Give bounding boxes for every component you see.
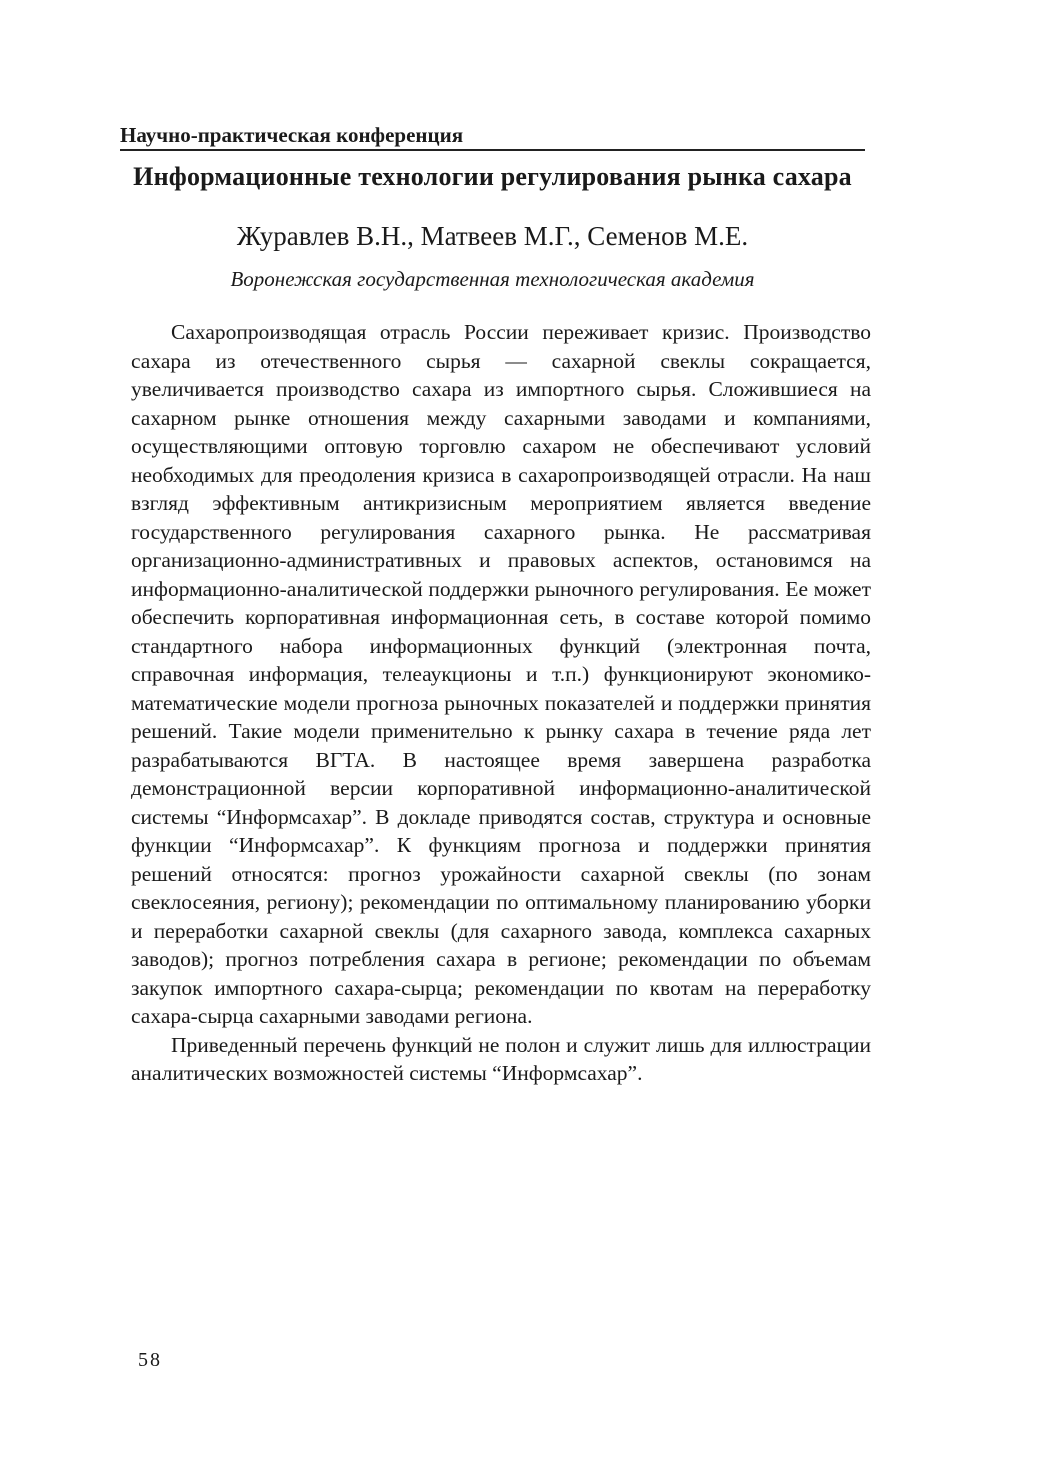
running-header: Научно-практическая конференция	[120, 122, 865, 151]
page-number: 58	[138, 1349, 162, 1371]
article-authors: Журавлев В.Н., Матвеев М.Г., Семенов М.Е.	[236, 221, 749, 251]
article-title: Информационные технологии регулирования рынка сахара	[133, 162, 852, 191]
article-affiliation: Воронежская государственная технологическая академия	[230, 267, 755, 291]
body-paragraph-2: Приведенный перечень функций не полон и служит лишь для иллюстрации аналитических возможностей системы “Информсахар”.	[131, 1032, 871, 1085]
article-body	[131, 318, 871, 1088]
body-paragraph-1: Сахаропроизводящая отрасль России переживает кризис. Производство сахара из отечественного сырья — сахарной свеклы сокращается, увеличивается производство сахара из импортного сырья. Сложившиеся на сахарном рынке отношения между сахарными заводами и компаниями, осуществляющими оптовую торговлю сахаром не обеспечивают условий необходимых для преодоления кризиса в сахаропроизводящей отрасли. На наш взгляд эффективным антикризисным мероприятием является введение государственного регулирования сахарного рынка. Не рассматривая организационно-административных и правовых аспектов, остановимся на информационно-аналитической поддержки рыночного регулирования. Ее может обеспечить корпоративная информационная сеть, в составе которой помимо стандартного набора информационных функций (электронная почта, справочная информация, телеаукционы и т.п.) функционируют экономико-математические модели прогноза рыночных показателей и поддержки принятия решений. Такие модели применительно к рынку сахара в течение ряда лет разрабатываются ВГТА. В настоящее время завершена разработка демонстрационной версии корпоративной информационно-аналитической системы “Информсахар”. В докладе приводятся состав, структура и основные функции “Информсахар”. К функциям прогноза и поддержки принятия решений относятся: прогноз урожайности сахарной свеклы (по зонам свеклосеяния, региону); рекомендации по оптимальному планированию уборки и переработки сахарной свеклы (для сахарного завода, комплекса сахарных заводов); прогноз потребления сахара в регионе; рекомендации по объемам закупок импортного сахара-сырца; рекомендации по квотам на переработку сахара-сырца сахарными заводами региона.	[131, 320, 871, 1028]
